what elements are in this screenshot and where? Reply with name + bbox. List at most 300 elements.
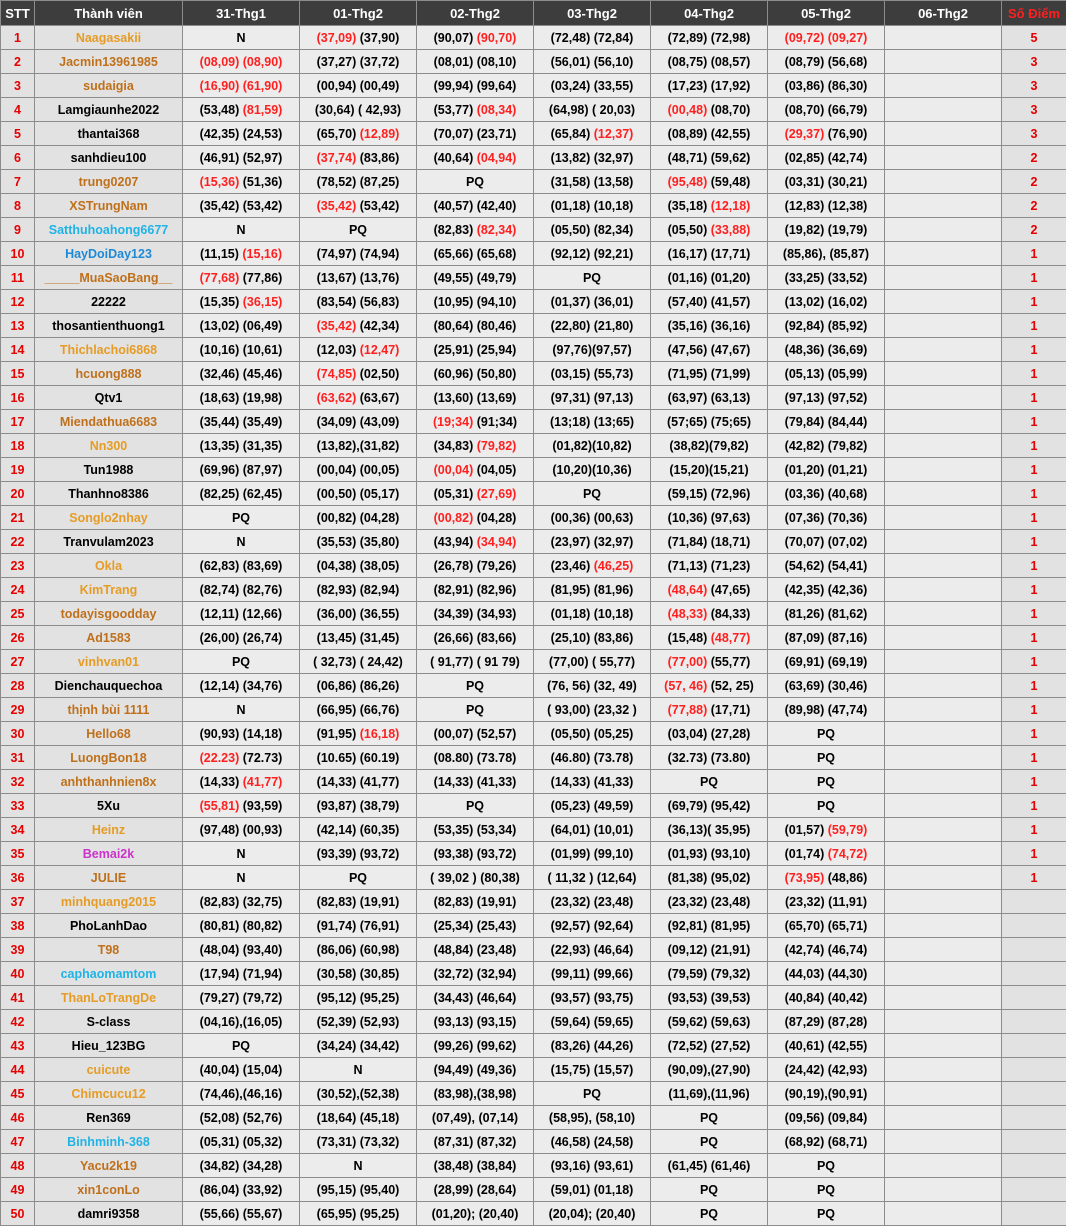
table-row [1,986,1066,1010]
member-name: Naagasakii [35,26,183,50]
prediction-cell: PQ [651,770,768,794]
prediction-cell: (93,53) (39,53) [651,986,768,1010]
prediction-cell [885,986,1002,1010]
prediction-cell: (93,57) (93,75) [534,986,651,1010]
row-stt: 26 [1,626,35,650]
prediction-cell: (62,83) (83,69) [183,554,300,578]
prediction-cell: (05,50) (33,88) [651,218,768,242]
member-name: T98 [35,938,183,962]
prediction-cell: (03,24) (33,55) [534,74,651,98]
score-cell: 1 [1002,674,1066,698]
prediction-cell [885,170,1002,194]
prediction-cell: (11,15) (15,16) [183,242,300,266]
row-stt: 7 [1,170,35,194]
row-stt: 45 [1,1082,35,1106]
member-name: S-class [35,1010,183,1034]
prediction-cell: (14,33) (41,77) [183,770,300,794]
row-stt: 8 [1,194,35,218]
prediction-cell: (35,16) (36,16) [651,314,768,338]
prediction-cell: (55,66) (55,67) [183,1202,300,1226]
prediction-cell [885,1106,1002,1130]
score-cell: 1 [1002,578,1066,602]
row-stt: 47 [1,1130,35,1154]
prediction-cell: (12,83) (12,38) [768,194,885,218]
row-stt: 5 [1,122,35,146]
row-stt: 23 [1,554,35,578]
member-name: Qtv1 [35,386,183,410]
prediction-cell: (23,46) (46,25) [534,554,651,578]
prediction-cell: (01,18) (10,18) [534,602,651,626]
prediction-cell: (11,69),(11,96) [651,1082,768,1106]
prediction-cell: (83,98),(38,98) [417,1082,534,1106]
member-name: vinhvan01 [35,650,183,674]
prediction-cell: (01,74) (74,72) [768,842,885,866]
prediction-cell: (52,39) (52,93) [300,1010,417,1034]
highlight-value: (33,88) [711,223,751,237]
prediction-cell: (57;65) (75;65) [651,410,768,434]
highlight-value: (04,94) [477,151,517,165]
prediction-cell: (10.65) (60.19) [300,746,417,770]
highlight-value: (79,82) [477,439,517,453]
highlight-value: (48,64) [668,583,708,597]
prediction-cell: N [183,866,300,890]
row-stt: 18 [1,434,35,458]
header-date: 05-Thg2 [768,1,885,26]
table-row [1,1058,1066,1082]
prediction-cell: (05,50) (05,25) [534,722,651,746]
prediction-cell: (52,08) (52,76) [183,1106,300,1130]
prediction-cell: (08,89) (42,55) [651,122,768,146]
row-stt: 32 [1,770,35,794]
table-row [1,698,1066,722]
row-stt: 43 [1,1034,35,1058]
prediction-cell: (40,57) (42,40) [417,194,534,218]
prediction-cell: (65,70) (12,89) [300,122,417,146]
member-name: Hello68 [35,722,183,746]
prediction-cell: (23,32) (23,48) [651,890,768,914]
member-name: Okla [35,554,183,578]
table-row [1,770,1066,794]
prediction-cell [885,218,1002,242]
prediction-cell: (35,53) (35,80) [300,530,417,554]
score-cell: 1 [1002,338,1066,362]
prediction-cell: (90,93) (14,18) [183,722,300,746]
member-name: Nn300 [35,434,183,458]
highlight-value: (29,37) [785,127,825,141]
table-row [1,866,1066,890]
header-date: 06-Thg2 [885,1,1002,26]
highlight-value: (74,85) [317,367,357,381]
score-cell [1002,1154,1066,1178]
prediction-cell: (77,68) (77,86) [183,266,300,290]
member-name: thantai368 [35,122,183,146]
prediction-cell: (25,34) (25,43) [417,914,534,938]
table-row [1,578,1066,602]
table-row [1,962,1066,986]
highlight-value: (74,72) [828,847,868,861]
prediction-cell [885,290,1002,314]
prediction-cell [183,50,300,74]
table-row [1,1202,1066,1226]
prediction-cell [885,914,1002,938]
prediction-cell [885,266,1002,290]
prediction-cell [885,770,1002,794]
table-row [1,26,1066,50]
prediction-cell: (92,81) (81,95) [651,914,768,938]
highlight-value: (12,89) [360,127,400,141]
prediction-cell [885,530,1002,554]
score-cell: 2 [1002,146,1066,170]
prediction-cell: (71,13) (71,23) [651,554,768,578]
prediction-cell [885,626,1002,650]
prediction-cell: (53,35) (53,34) [417,818,534,842]
prediction-cell: (01,82)(10,82) [534,434,651,458]
prediction-cell: (58,95), (58,10) [534,1106,651,1130]
prediction-cell: (74,85) (02,50) [300,362,417,386]
row-stt: 14 [1,338,35,362]
row-stt: 46 [1,1106,35,1130]
prediction-cell: ( 93,00) (23,32 ) [534,698,651,722]
row-stt: 19 [1,458,35,482]
prediction-cell: (10,36) (97,63) [651,506,768,530]
prediction-cell: (46.80) (73.78) [534,746,651,770]
row-stt: 42 [1,1010,35,1034]
prediction-cell: (97,76)(97,57) [534,338,651,362]
prediction-cell: (42,35) (42,36) [768,578,885,602]
prediction-cell [885,722,1002,746]
prediction-cell [885,98,1002,122]
prediction-cell: (19,82) (19,79) [768,218,885,242]
table-row [1,530,1066,554]
highlight-value: (37,09) [317,31,357,45]
prediction-cell: (24,42) (42,93) [768,1058,885,1082]
prediction-cell: (12,03) (12,47) [300,338,417,362]
prediction-cell: (97,48) (00,93) [183,818,300,842]
score-cell [1002,1034,1066,1058]
prediction-cell: (93,87) (38,79) [300,794,417,818]
prediction-cell: (22,80) (21,80) [534,314,651,338]
highlight-value: (16,90) (61,90) [200,79,283,93]
prediction-cell: (31,58) (13,58) [534,170,651,194]
row-stt: 44 [1,1058,35,1082]
prediction-cell: (16,17) (17,71) [651,242,768,266]
row-stt: 24 [1,578,35,602]
prediction-cell: (95,48) (59,48) [651,170,768,194]
member-name: sudaigia [35,74,183,98]
prediction-cell: (01,18) (10,18) [534,194,651,218]
table-row [1,458,1066,482]
member-name: Thichlachoi6868 [35,338,183,362]
prediction-cell: (40,04) (15,04) [183,1058,300,1082]
member-name: Chimcucu12 [35,1082,183,1106]
prediction-cell: ( 32,73) ( 24,42) [300,650,417,674]
member-name: caphaomamtom [35,962,183,986]
prediction-cell: (37,09) (37,90) [300,26,417,50]
prediction-cell [885,194,1002,218]
table-row [1,74,1066,98]
prediction-cell: (59,64) (59,65) [534,1010,651,1034]
table-row [1,50,1066,74]
prediction-cell [885,242,1002,266]
highlight-value: (00,04) [434,463,474,477]
header-date: 02-Thg2 [417,1,534,26]
prediction-cell: (18,64) (45,18) [300,1106,417,1130]
member-name: Heinz [35,818,183,842]
prediction-cell: (15,20)(15,21) [651,458,768,482]
prediction-cell: (38,48) (38,84) [417,1154,534,1178]
highlight-value: (90,70) [477,31,517,45]
score-cell: 1 [1002,554,1066,578]
score-cell: 1 [1002,266,1066,290]
prediction-cell: (42,35) (24,53) [183,122,300,146]
highlight-value: (22.23) [200,751,240,765]
prediction-cell: (05,31) (05,32) [183,1130,300,1154]
prediction-cell: (80,81) (80,82) [183,914,300,938]
prediction-cell: PQ [183,1034,300,1058]
prediction-cell: N [183,218,300,242]
prediction-cell: PQ [768,1178,885,1202]
score-cell: 1 [1002,746,1066,770]
prediction-cell: (00,04) (00,05) [300,458,417,482]
highlight-value: (48,77) [711,631,751,645]
prediction-cell: (92,57) (92,64) [534,914,651,938]
row-stt: 1 [1,26,35,50]
prediction-cell: (85,86), (85,87) [768,242,885,266]
prediction-cell: (87,29) (87,28) [768,1010,885,1034]
prediction-cell: (05,23) (49,59) [534,794,651,818]
score-cell: 1 [1002,626,1066,650]
highlight-value: (41,77) [243,775,283,789]
prediction-cell: (30,64) ( 42,93) [300,98,417,122]
member-name: ThanLoTrangDe [35,986,183,1010]
prediction-cell: (70,07) (07,02) [768,530,885,554]
highlight-value: (57, 46) [664,679,707,693]
prediction-cell: (15,36) (51,36) [183,170,300,194]
prediction-cell: (34,82) (34,28) [183,1154,300,1178]
prediction-cell: (01,93) (93,10) [651,842,768,866]
member-name: minhquang2015 [35,890,183,914]
prediction-cell: (59,15) (72,96) [651,482,768,506]
prediction-cell: (76, 56) (32, 49) [534,674,651,698]
prediction-cell [885,962,1002,986]
prediction-cell: (14,33) (41,33) [534,770,651,794]
prediction-cell: (81,26) (81,62) [768,602,885,626]
prediction-cell [885,458,1002,482]
prediction-cell: (82,83) (19,91) [300,890,417,914]
prediction-cell: (42,74) (46,74) [768,938,885,962]
prediction-cell: PQ [534,1082,651,1106]
member-name: thịnh bùi 1111 [35,698,183,722]
prediction-cell: (35,42) (53,42) [183,194,300,218]
prediction-cell: (12,14) (34,76) [183,674,300,698]
row-stt: 30 [1,722,35,746]
row-stt: 2 [1,50,35,74]
highlight-value: (37,74) [317,151,357,165]
prediction-cell: (65,95) (95,25) [300,1202,417,1226]
prediction-cell: (34,83) (79,82) [417,434,534,458]
row-stt: 16 [1,386,35,410]
prediction-cell: (66,95) (66,76) [300,698,417,722]
score-cell [1002,1106,1066,1130]
prediction-cell [885,314,1002,338]
table-row [1,170,1066,194]
member-name: Tranvulam2023 [35,530,183,554]
prediction-cell: (68,92) (68,71) [768,1130,885,1154]
row-stt: 50 [1,1202,35,1226]
highlight-value: (27,69) [477,487,517,501]
score-cell: 1 [1002,458,1066,482]
prediction-cell: (08,01) (08,10) [417,50,534,74]
prediction-cell: (92,84) (85,92) [768,314,885,338]
highlight-value: (34,94) [477,535,517,549]
prediction-cell: (03,86) (86,30) [768,74,885,98]
score-cell: 1 [1002,314,1066,338]
prediction-cell: (07,49), (07,14) [417,1106,534,1130]
prediction-cell: (26,78) (79,26) [417,554,534,578]
prediction-cell: (93,38) (93,72) [417,842,534,866]
prediction-cell: (18,63) (19,98) [183,386,300,410]
prediction-cell: N [183,530,300,554]
prediction-cell: (01,20); (20,40) [417,1202,534,1226]
prediction-cell: (26,00) (26,74) [183,626,300,650]
prediction-cell [885,338,1002,362]
prediction-cell: (09,56) (09,84) [768,1106,885,1130]
prediction-cell: (35,18) (12,18) [651,194,768,218]
prediction-cell: (01,20) (01,21) [768,458,885,482]
table-row [1,410,1066,434]
prediction-cell: PQ [417,698,534,722]
score-cell [1002,1130,1066,1154]
prediction-cell: (08,75) (08,57) [651,50,768,74]
score-cell: 1 [1002,290,1066,314]
prediction-cell: (32,72) (32,94) [417,962,534,986]
row-stt: 37 [1,890,35,914]
prediction-cell: (59,62) (59,63) [651,1010,768,1034]
prediction-cell: (48,84) (23,48) [417,938,534,962]
score-cell: 1 [1002,386,1066,410]
row-stt: 13 [1,314,35,338]
table-row [1,1130,1066,1154]
prediction-cell: (86,04) (33,92) [183,1178,300,1202]
prediction-cell: PQ [768,1202,885,1226]
prediction-cell: (82,74) (82,76) [183,578,300,602]
score-cell: 1 [1002,794,1066,818]
table-row [1,626,1066,650]
member-name: Hieu_123BG [35,1034,183,1058]
row-stt: 40 [1,962,35,986]
prediction-cell: (12,11) (12,66) [183,602,300,626]
prediction-cell: (13,67) (13,76) [300,266,417,290]
score-cell [1002,962,1066,986]
member-name: HayDoiDay123 [35,242,183,266]
prediction-cell: (00,50) (05,17) [300,482,417,506]
score-cell: 2 [1002,170,1066,194]
highlight-value: (00,82) [434,511,474,525]
table-row [1,506,1066,530]
member-name: hcuong888 [35,362,183,386]
prediction-cell [768,26,885,50]
table-row [1,722,1066,746]
prediction-cell: (03,15) (55,73) [534,362,651,386]
prediction-cell: (13,35) (31,35) [183,434,300,458]
prediction-cell: (34,39) (34,93) [417,602,534,626]
prediction-cell: (13,82) (32,97) [534,146,651,170]
header-member: Thành viên [35,1,183,26]
prediction-cell: (46,58) (24,58) [534,1130,651,1154]
table-row [1,554,1066,578]
score-cell [1002,890,1066,914]
member-name: sanhdieu100 [35,146,183,170]
prediction-cell: (00,04) (04,05) [417,458,534,482]
highlight-value: (55,81) [200,799,240,813]
row-stt: 38 [1,914,35,938]
table-row [1,890,1066,914]
prediction-cell [885,1154,1002,1178]
table-row [1,818,1066,842]
table-row [1,602,1066,626]
member-name: Jacmin13961985 [35,50,183,74]
prediction-cell: PQ [417,794,534,818]
prediction-cell: (15,75) (15,57) [534,1058,651,1082]
table-row [1,842,1066,866]
prediction-cell: (81,38) (95,02) [651,866,768,890]
table-row [1,338,1066,362]
prediction-cell: (70,07) (23,71) [417,122,534,146]
prediction-cell: (10,16) (10,61) [183,338,300,362]
score-cell [1002,1178,1066,1202]
prediction-cell [885,602,1002,626]
prediction-cell: (32,46) (45,46) [183,362,300,386]
prediction-cell: (04,38) (38,05) [300,554,417,578]
highlight-value: (77,88) [668,703,708,717]
prediction-cell: (97,13) (97,52) [768,386,885,410]
row-stt: 20 [1,482,35,506]
prediction-cell: (15,35) (36,15) [183,290,300,314]
prediction-cell: PQ [651,1106,768,1130]
prediction-cell: (04,16),(16,05) [183,1010,300,1034]
score-cell: 1 [1002,410,1066,434]
member-name: damri9358 [35,1202,183,1226]
prediction-cell: (55,81) (93,59) [183,794,300,818]
member-name: Tun1988 [35,458,183,482]
prediction-cell [885,1130,1002,1154]
score-cell: 3 [1002,122,1066,146]
score-cell: 1 [1002,722,1066,746]
row-stt: 22 [1,530,35,554]
score-cell [1002,914,1066,938]
prediction-cell: (86,06) (60,98) [300,938,417,962]
prediction-cell: PQ [300,866,417,890]
table-row [1,794,1066,818]
prediction-cell [885,818,1002,842]
highlight-value: (81,59) [243,103,283,117]
header-score: Số Điểm [1002,1,1066,26]
prediction-cell [885,866,1002,890]
prediction-cell: (34,43) (46,64) [417,986,534,1010]
prediction-cell: (48,64) (47,65) [651,578,768,602]
score-cell: 1 [1002,842,1066,866]
prediction-cell: (63,97) (63,13) [651,386,768,410]
prediction-cell: N [183,26,300,50]
prediction-cell [885,650,1002,674]
member-name: JULIE [35,866,183,890]
table-row [1,1106,1066,1130]
prediction-cell: PQ [768,746,885,770]
prediction-cell: (20,04); (20,40) [534,1202,651,1226]
member-name: Lamgiaunhe2022 [35,98,183,122]
highlight-value: (12,18) [711,199,751,213]
prediction-cell: PQ [534,266,651,290]
